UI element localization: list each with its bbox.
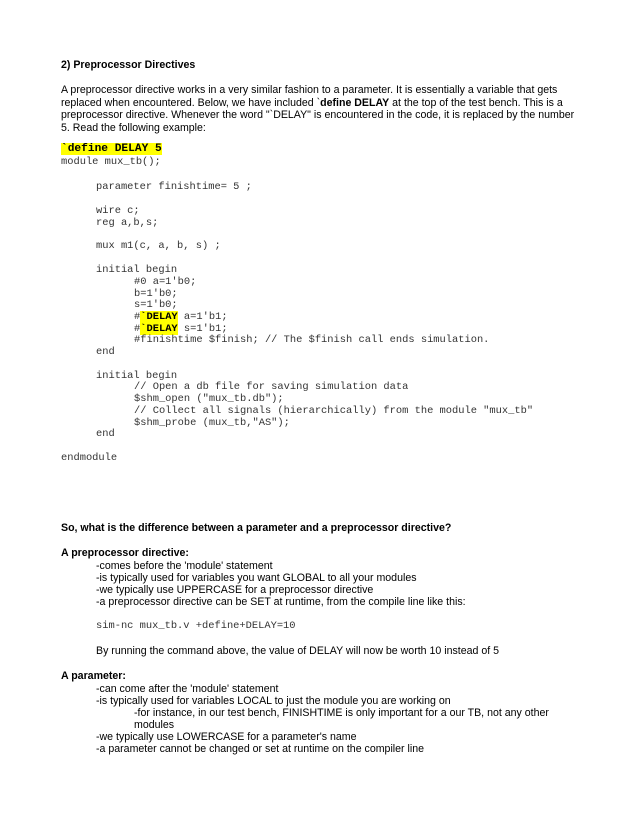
code-end-2: end [96,428,115,440]
code-mux-line: mux m1(c, a, b, s) ; [96,240,221,252]
intro-bold-define-delay: define DELAY [320,96,390,109]
preprocessor-heading: A preprocessor directive: [61,547,189,559]
preprocessor-item: -we typically use UPPERCASE for a preprocessor directive [96,584,374,596]
after-command-text: By running the command above, the value of DELAY will now be worth 10 instead of 5 [96,645,499,657]
code-comment-open: // Open a db file for saving simulation data [134,381,409,393]
code-s-assign: s=1'b0; [134,299,178,311]
code-shm-open: $shm_open ("mux_tb.db"); [134,393,284,405]
code-delay-a-line: #`DELAY a=1'b1; [134,311,228,323]
parameter-item: -we typically use LOWERCASE for a parameter's name [96,731,357,743]
code-initial-begin-2: initial begin [96,370,178,382]
code-define-line: `define DELAY 5 [61,143,162,155]
code-delay-s-line: #`DELAY s=1'b1; [134,323,228,335]
preprocessor-item: -comes before the 'module' statement [96,560,273,572]
parameter-item: -a parameter cannot be changed or set at runtime on the compiler line [96,743,425,755]
delay-highlight: `DELAY [140,323,178,335]
preprocessor-item: -a preprocessor directive can be SET at runtime, from the compile line like this: [96,596,466,608]
compile-command: sim-nc mux_tb.v +define+DELAY=10 [96,620,296,632]
code-finish-line: #finishtime $finish; // The $finish call ends simulation. [134,334,490,346]
intro-text-1: A preprocessor directive works in a very similar fashion to a parameter. It is essentially a variable that gets replaced when encountered. Below, we have included ` [61,84,558,109]
code-shm-probe: $shm_probe (mux_tb,"AS"); [134,417,290,429]
code-endmodule: endmodule [61,452,118,464]
code-b-assign: b=1'b0; [134,288,178,300]
preprocessor-item: -is typically used for variables you want GLOBAL to all your modules [96,572,417,584]
section-heading: 2) Preprocessor Directives [61,59,196,71]
code-end-1: end [96,346,115,358]
parameter-item: -is typically used for variables LOCAL to just the module you are working on [96,695,451,707]
code-wire-line: wire c; [96,205,140,217]
code-module-line: module mux_tb(); [61,156,161,168]
parameter-subitem-continued: modules [134,719,175,731]
code-reg-line: reg a,b,s; [96,217,159,229]
question-heading: So, what is the difference between a parameter and a preprocessor directive? [61,522,452,534]
code-initial-begin-1: initial begin [96,264,178,276]
parameter-subitem: -for instance, in our test bench, FINISHTIME is only important for a our TB, not any other [134,707,549,719]
delay-highlight: `DELAY [140,311,178,323]
intro-paragraph [61,84,581,134]
intro-text-2: at the top of the test bench. This is a preprocessor directive. Whenever the word "`DELAY" is encountered in the code, it is replaced by the number 5. Read the following example: [61,96,575,134]
parameter-item: -can come after the 'module' statement [96,683,279,695]
code-parameter-line: parameter finishtime= 5 ; [96,181,252,193]
code-comment-collect: // Collect all signals (hierarchically) from the module "mux_tb" [134,405,534,417]
code-a-assign: #0 a=1'b0; [134,276,197,288]
parameter-heading: A parameter: [61,670,126,682]
